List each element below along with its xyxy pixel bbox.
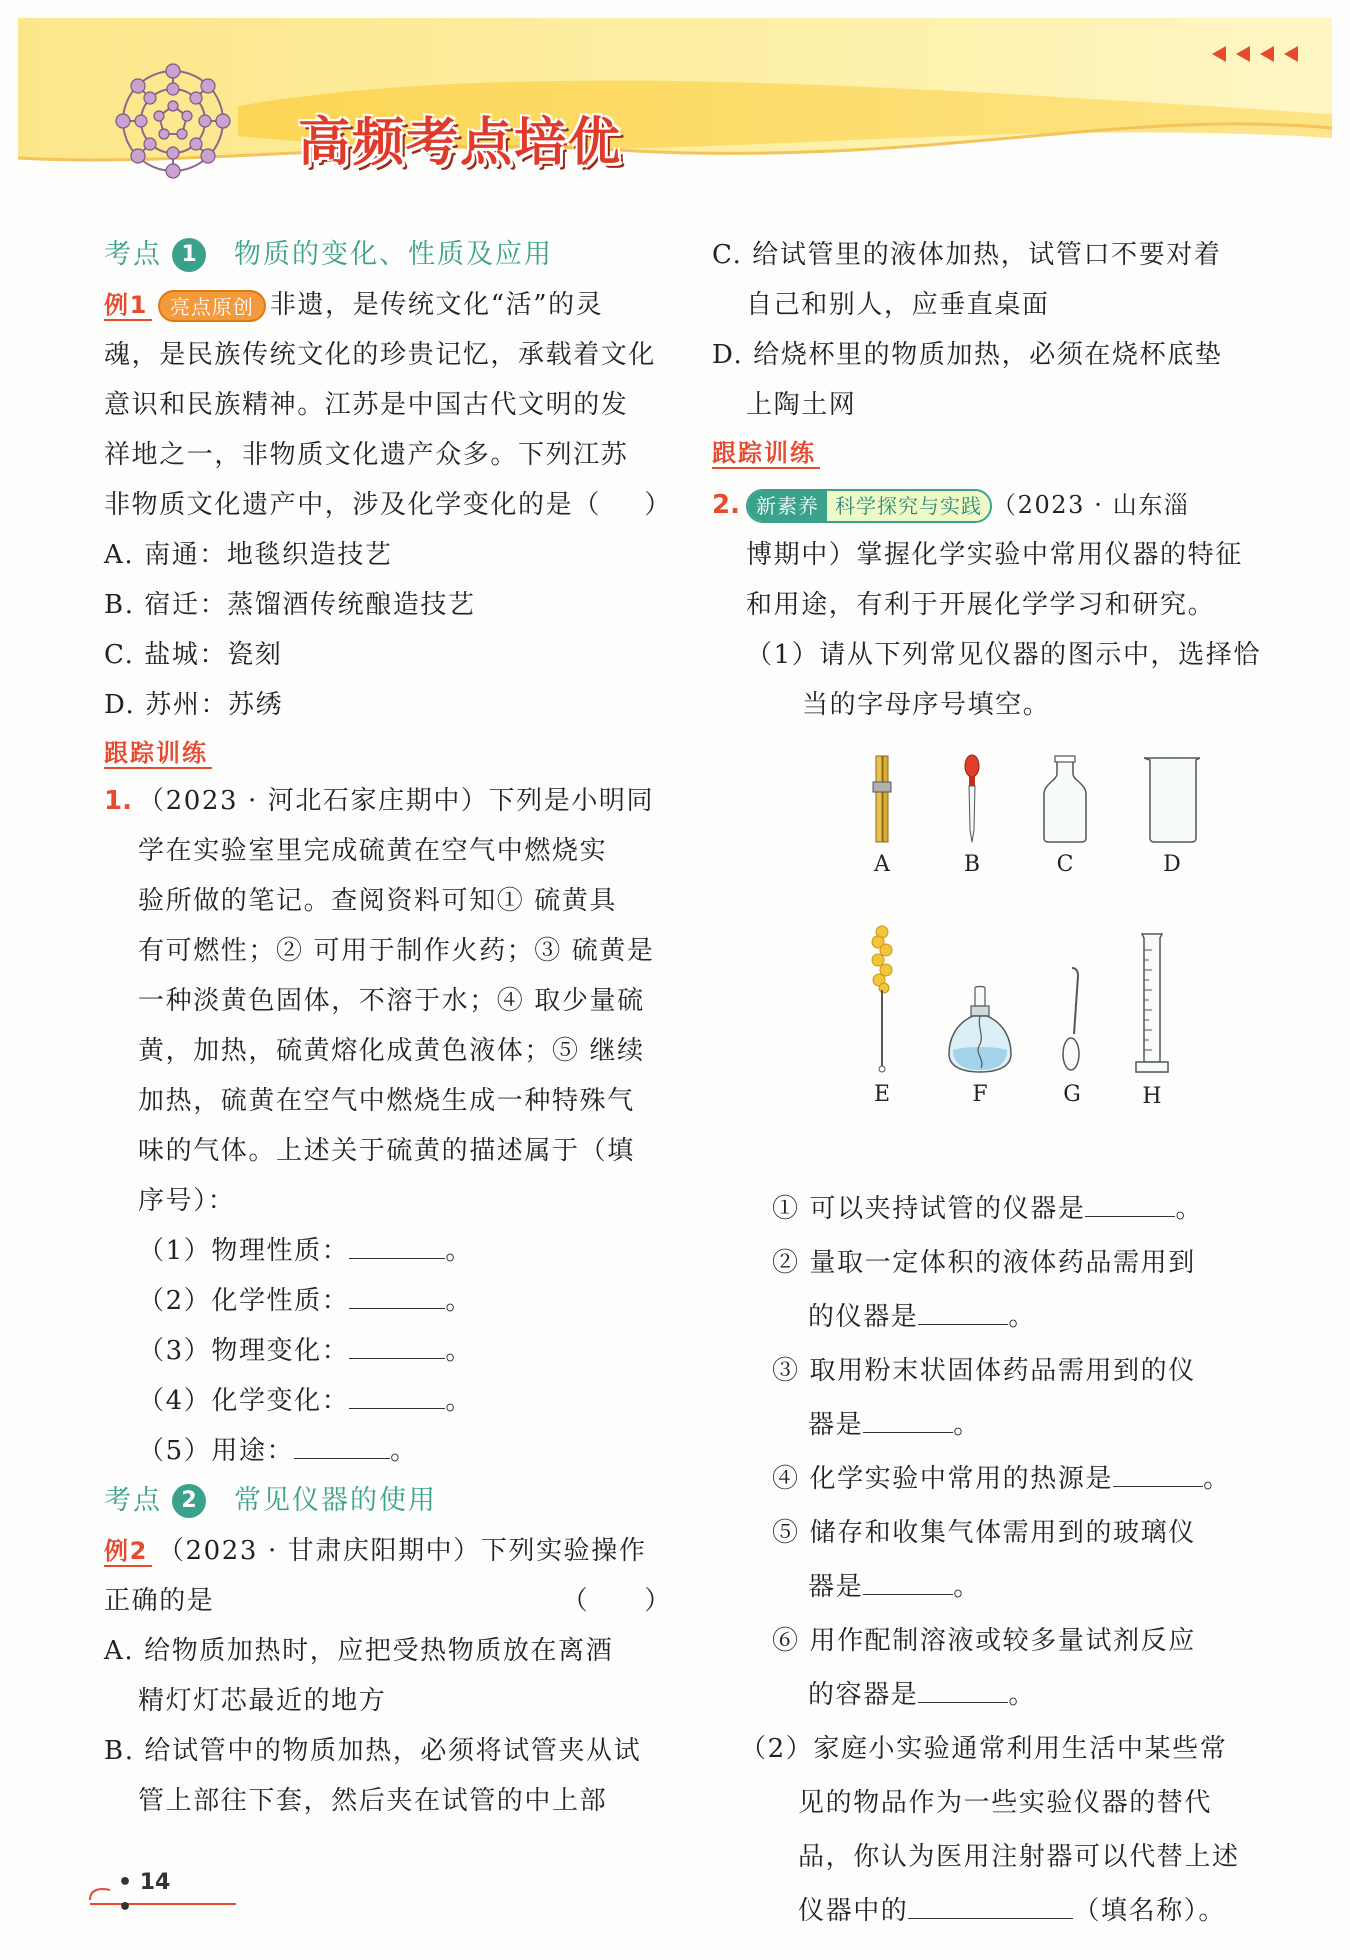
label-a: A bbox=[874, 852, 890, 877]
kaodian-number-badge: 2 bbox=[172, 1484, 206, 1518]
option-a: A. 南通：地毯织造技艺 bbox=[104, 540, 393, 570]
instrument-b bbox=[947, 754, 997, 877]
question-text-line: 和用途，有利于开展化学学习和研究。 bbox=[746, 590, 1216, 620]
item-1: ① 可以夹持试管的仪器是 。 bbox=[712, 1182, 1284, 1236]
sub-question-2: （2）化学性质： 。 bbox=[104, 1276, 672, 1326]
example-text-line: 祥地之一，非物质文化遗产众多。下列江苏 bbox=[104, 440, 629, 470]
page-number-footer bbox=[88, 1866, 192, 1920]
answer-blank[interactable] bbox=[863, 1405, 953, 1433]
item-5-cont: 器是 。 bbox=[712, 1560, 1284, 1614]
example-text-line bbox=[104, 480, 672, 530]
item-2: ② 量取一定体积的液体药品需用到 bbox=[772, 1248, 1196, 1278]
instrument-h bbox=[1122, 930, 1182, 1109]
instrument-d bbox=[1132, 754, 1212, 877]
answer-blank[interactable] bbox=[349, 1231, 445, 1259]
alcohol-lamp-icon bbox=[945, 984, 1015, 1074]
bottle-icon bbox=[1040, 754, 1090, 844]
example-1-line bbox=[104, 280, 672, 330]
question-text-line: 加热，硫黄在空气中燃烧生成一种特殊气 bbox=[138, 1086, 635, 1116]
kaodian-2-heading bbox=[104, 1476, 672, 1526]
label-e: E bbox=[873, 1082, 891, 1107]
part-1-items bbox=[712, 1182, 1284, 1938]
item-4: ④ 化学实验中常用的热源是 。 bbox=[712, 1452, 1284, 1506]
sub-question-5: （5）用途： 。 bbox=[104, 1426, 672, 1476]
part-2-line: 仪器中的 （填名称）。 bbox=[712, 1884, 1284, 1938]
option-c-cont: 自己和别人，应垂直桌面 bbox=[746, 290, 1050, 320]
option-c: C. 盐城：瓷刻 bbox=[104, 640, 283, 670]
example-text-line: 正确的是 （ ） bbox=[104, 1576, 672, 1626]
kaodian-label: 考点 bbox=[104, 239, 162, 270]
question-1-line: 1. （2023 · 河北石家庄期中）下列是小明同 bbox=[104, 786, 655, 816]
label-h: H bbox=[1142, 1084, 1162, 1109]
part-2-line: 见的物品作为一些实验仪器的替代 bbox=[798, 1788, 1213, 1818]
medicine-spoon-icon bbox=[1057, 964, 1087, 1074]
arrow-left-icon bbox=[1236, 46, 1250, 62]
option-d: D. 给烧杯里的物质加热，必须在烧杯底垫 bbox=[712, 340, 1223, 370]
part-2-line: （2）家庭小实验通常利用生活中某些常 bbox=[740, 1734, 1228, 1764]
test-tube-clamp-icon bbox=[867, 754, 897, 844]
example-text: 非遗，是传统文化“活”的灵 bbox=[269, 290, 604, 320]
kaodian-title: 常见仪器的使用 bbox=[234, 1485, 437, 1516]
instrument-f bbox=[940, 984, 1020, 1107]
option-a-cont: 精灯灯芯最近的地方 bbox=[138, 1686, 387, 1716]
option-c: C. 给试管里的液体加热，试管口不要对着 bbox=[712, 240, 1222, 270]
question-text-line: 学在实验室里完成硫黄在空气中燃烧实 bbox=[138, 836, 608, 866]
instrument-a bbox=[852, 754, 912, 877]
question-text-line: 黄，加热，硫黄熔化成黄色液体；⑤ 继续 bbox=[138, 1036, 645, 1066]
example-label: 例2 bbox=[104, 1537, 152, 1567]
question-text-line: 一种淡黄色固体，不溶于水；④ 取少量硫 bbox=[138, 986, 645, 1016]
example-label: 例1 bbox=[104, 291, 152, 321]
question-text-line: 博期中）掌握化学实验中常用仪器的特征 bbox=[746, 540, 1243, 570]
left-column bbox=[104, 230, 672, 1826]
answer-blank[interactable] bbox=[294, 1431, 390, 1459]
option-d-cont: 上陶土网 bbox=[746, 390, 857, 420]
item-2-cont: 的仪器是 。 bbox=[712, 1290, 1284, 1344]
question-number: 1. bbox=[104, 786, 132, 816]
question-text-line: 序号）： bbox=[138, 1186, 236, 1216]
item-6: ⑥ 用作配制溶液或较多量试剂反应 bbox=[772, 1626, 1196, 1656]
kaodian-number-badge: 1 bbox=[172, 238, 206, 272]
header-banner bbox=[18, 18, 1332, 173]
arrow-left-icon bbox=[1260, 46, 1274, 62]
literacy-tag: 新素养 科学探究与实践 bbox=[746, 489, 992, 523]
question-number: 2. bbox=[712, 490, 740, 520]
option-b: B. 给试管中的物质加热，必须将试管夹从试 bbox=[104, 1736, 642, 1766]
question-text-line: 有可燃性；② 可用于制作火药；③ 硫黄是 bbox=[138, 936, 655, 966]
instrument-e bbox=[852, 924, 912, 1107]
item-5: ⑤ 储存和收集气体需用到的玻璃仪 bbox=[772, 1518, 1196, 1548]
instrument-c bbox=[1030, 754, 1100, 877]
page-number: • 14 • bbox=[118, 1870, 171, 1920]
answer-blank[interactable] bbox=[349, 1381, 445, 1409]
answer-paren: ） bbox=[644, 490, 672, 520]
item-6-cont: 的容器是 。 bbox=[712, 1668, 1284, 1722]
kaodian-label: 考点 bbox=[104, 1485, 162, 1516]
item-3-cont: 器是 。 bbox=[712, 1398, 1284, 1452]
sub-question-4: （4）化学变化： 。 bbox=[104, 1376, 672, 1426]
question-2-line: 2. 新素养 科学探究与实践 （2023 · 山东淄 bbox=[712, 480, 1284, 530]
highlight-tag: 亮点原创 bbox=[158, 290, 266, 322]
question-text-line: 味的气体。上述关于硫黄的描述属于（填 bbox=[138, 1136, 635, 1166]
follow-training-heading: 跟踪训练 bbox=[104, 730, 672, 776]
label-f: F bbox=[972, 1082, 988, 1107]
molecule-ball-icon bbox=[108, 56, 238, 186]
instrument-g bbox=[1042, 964, 1102, 1107]
arrow-left-icon bbox=[1212, 46, 1226, 62]
combustion-spoon-icon bbox=[867, 924, 897, 1074]
label-c: C bbox=[1056, 852, 1074, 877]
answer-blank[interactable] bbox=[908, 1891, 1073, 1919]
dropper-icon bbox=[960, 754, 984, 844]
answer-paren: （ ） bbox=[561, 1586, 672, 1616]
example-2-line: 例2 （2023 · 甘肃庆阳期中）下列实验操作 bbox=[104, 1536, 647, 1566]
item-3: ③ 取用粉末状固体药品需用到的仪 bbox=[772, 1356, 1196, 1386]
right-column bbox=[712, 230, 1284, 1938]
follow-training-heading: 跟踪训练 bbox=[712, 430, 1284, 476]
option-b: B. 宿迁：蒸馏酒传统酿造技艺 bbox=[104, 590, 476, 620]
part-1-line: （1）请从下列常见仪器的图示中，选择恰 bbox=[746, 640, 1261, 670]
answer-blank[interactable] bbox=[863, 1567, 953, 1595]
answer-blank[interactable] bbox=[918, 1675, 1008, 1703]
banner-arrows bbox=[1212, 46, 1298, 62]
example-text: 非物质文化遗产中，涉及化学变化的是（ bbox=[104, 490, 601, 520]
question-text-line: 验所做的笔记。查阅资料可知① 硫黄具 bbox=[138, 886, 618, 916]
graduated-cylinder-icon bbox=[1132, 930, 1172, 1076]
kaodian-1-heading bbox=[104, 230, 672, 280]
label-b: B bbox=[963, 852, 981, 877]
option-d: D. 苏州：苏绣 bbox=[104, 690, 284, 720]
answer-blank[interactable] bbox=[349, 1281, 445, 1309]
answer-blank[interactable] bbox=[349, 1331, 445, 1359]
label-g: G bbox=[1063, 1082, 1081, 1107]
option-a: A. 给物质加热时，应把受热物质放在离酒 bbox=[104, 1636, 614, 1666]
option-b-cont: 管上部往下套，然后夹在试管的中上部 bbox=[138, 1786, 608, 1816]
example-text-line: 意识和民族精神。江苏是中国古代文明的发 bbox=[104, 390, 629, 420]
kaodian-title: 物质的变化、性质及应用 bbox=[234, 239, 553, 270]
part-2-line: 品，你认为医用注射器可以代替上述 bbox=[798, 1842, 1240, 1872]
arrow-left-icon bbox=[1284, 46, 1298, 62]
label-d: D bbox=[1163, 852, 1181, 877]
example-text-line: 魂，是民族传统文化的珍贵记忆，承载着文化 bbox=[104, 340, 657, 370]
banner-title: 高频考点培优 bbox=[298, 113, 623, 173]
answer-blank[interactable] bbox=[918, 1297, 1008, 1325]
instrument-figure bbox=[712, 734, 1284, 1254]
sub-question-1: （1）物理性质： 。 bbox=[104, 1226, 672, 1276]
beaker-icon bbox=[1140, 754, 1204, 844]
sub-question-3: （3）物理变化： 。 bbox=[104, 1326, 672, 1376]
answer-blank[interactable] bbox=[1113, 1459, 1203, 1487]
part-1-line: 当的字母序号填空。 bbox=[802, 690, 1051, 720]
